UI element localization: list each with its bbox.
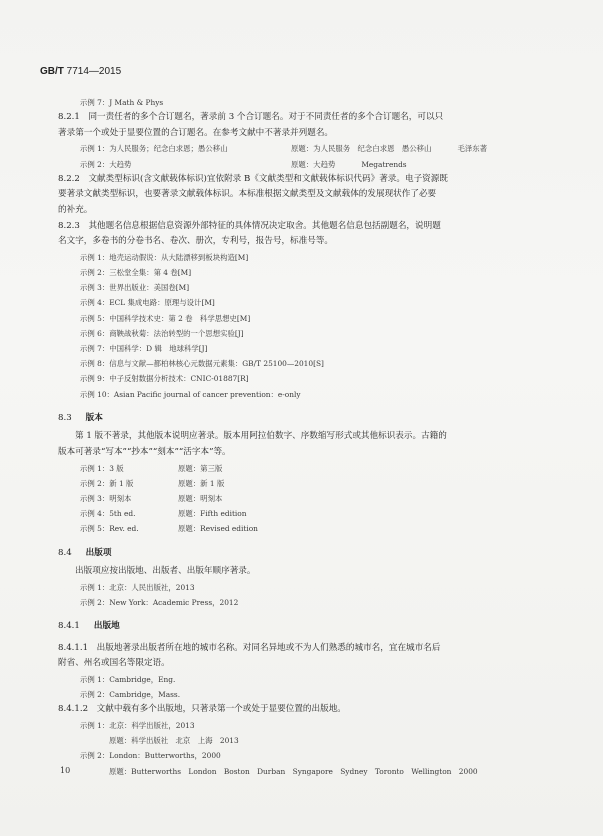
example-line: 示例 4：5th ed. 原题：Fifth edition xyxy=(80,509,247,519)
example-line: 示例 2：新 1 版 原题：新 1 版 xyxy=(80,478,225,488)
example-line: 示例 1：为人民服务；纪念白求恩；愚公移山 原题：为人民服务 纪念白求恩 愚公移山 毛泽东著 xyxy=(80,144,488,154)
section-heading-8-4: 8.4 出版项 xyxy=(58,547,112,558)
example-line: 示例 2：Cambridge，Mass. xyxy=(80,690,181,700)
example-line: 示例 10：Asian Pacific journal of cancer prevention：e-only xyxy=(80,389,301,399)
example-line: 示例 7：中国科学：D 辑 地球科学[J] xyxy=(80,343,208,353)
paragraph-8-2-1-line2: 著录第一个或处于显要位置的合订题名。在参考文献中不著录并列题名。 xyxy=(58,127,334,138)
example-line: 示例 2：三松堂全集：第 4 卷[M] xyxy=(80,267,192,277)
example-line: 原题：科学出版社 北京 上海 2013 xyxy=(109,736,239,746)
example-line: 示例 2：大趋势 原题：大趋势 Megatrends xyxy=(80,159,407,169)
example-line: 原题：Butterworths London Boston Durban Syngapore Sydney Toronto Wellington 2000 xyxy=(109,766,478,776)
example-line: 示例 1：北京：科学出版社，2013 xyxy=(80,720,195,730)
example-line: 示例 7：J Math & Phys xyxy=(80,98,164,107)
example-line: 示例 2：New York：Academic Press，2012 xyxy=(80,597,239,607)
example-line: 示例 3：明刻本 原题：明刻本 xyxy=(80,493,223,503)
example-line: 示例 1：3 版 原题：第三版 xyxy=(80,463,223,473)
page-number: 10 xyxy=(60,766,71,775)
paragraph-8-3-line2: 版本可著录“写本”“抄本”“刻本”“活字本”等。 xyxy=(58,446,231,457)
example-line: 示例 8：信息与文献—都柏林核心元数据元素集：GB/T 25100—2010[S] xyxy=(80,359,324,369)
paragraph-8-4-1-1-line2: 附省、州名或国名等限定语。 xyxy=(58,658,170,669)
page-content xyxy=(58,95,558,779)
paragraph-8-4-1-2: 8.4.1.2 文献中载有多个出版地，只著录第一个或处于显要位置的出版地。 xyxy=(58,704,346,715)
section-heading-8-4-1: 8.4.1 出版地 xyxy=(58,621,120,632)
example-line: 示例 6：商鞅战秋菊：法治转型的一个思想实验[J] xyxy=(80,328,244,338)
paragraph-8-2-2-line2: 要著录文献类型标识，也要著录文献载体标识。本标准根据文献类型及文献载体的发展现状作了必要 xyxy=(58,189,437,200)
paragraph-8-4-1-1-line1: 8.4.1.1 出版地著录出版者所在地的城市名称。对同名异地或不为人们熟悉的城市名，宜在城市名后 xyxy=(58,642,441,653)
example-line: 示例 1：北京：人民出版社，2013 xyxy=(80,582,195,592)
paragraph-8-2-2-line3: 的补充。 xyxy=(58,204,93,215)
example-line: 示例 1：Cambridge，Eng. xyxy=(80,674,176,684)
standard-code: GB/T xyxy=(40,66,64,77)
section-heading-8-3: 8.3 版本 xyxy=(58,412,103,423)
example-line: 示例 5：中国科学技术史：第 2 卷 科学思想史[M] xyxy=(80,313,251,323)
paragraph-8-2-3-line1: 8.2.3 其他题名信息根据信息资源外部特征的具体情况决定取舍。其他题名信息包括副题名，说明题 xyxy=(58,220,441,231)
paragraph-8-4: 出版项应按出版地、出版者、出版年顺序著录。 xyxy=(75,566,256,577)
standard-header xyxy=(40,66,121,77)
standard-number: 7714—2015 xyxy=(66,66,122,77)
example-line: 示例 2：London：Butterworths，2000 xyxy=(80,751,221,761)
paragraph-8-2-2-line1: 8.2.2 文献类型标识(含文献载体标识)宜依附录 B《文献类型和文献载体标识代码》著录。电子资源既 xyxy=(58,173,448,184)
paragraph-8-2-3-line2: 名文字，多卷书的分卷书名、卷次、册次，专利号，报告号，标准号等。 xyxy=(58,236,334,247)
example-line: 示例 5：Rev. ed. 原题：Revised edition xyxy=(80,524,258,534)
example-line: 示例 4：ECL 集成电路：原理与设计[M] xyxy=(80,298,215,308)
example-line: 示例 3：世界出版业：美国卷[M] xyxy=(80,283,190,293)
paragraph-8-2-1-line1: 8.2.1 同一责任者的多个合订题名，著录前 3 个合订题名。对于不同责任者的多个合订题名，可以只 xyxy=(58,112,444,123)
paragraph-8-3-line1: 第 1 版不著录，其他版本说明应著录。版本用阿拉伯数字、序数缩写形式或其他标识表示。古籍的 xyxy=(75,431,447,442)
example-line: 示例 9：中子反射数据分析技术：CNIC-01887[R] xyxy=(80,374,249,384)
example-line: 示例 1：地壳运动假说：从大陆漂移到板块构造[M] xyxy=(80,252,249,262)
